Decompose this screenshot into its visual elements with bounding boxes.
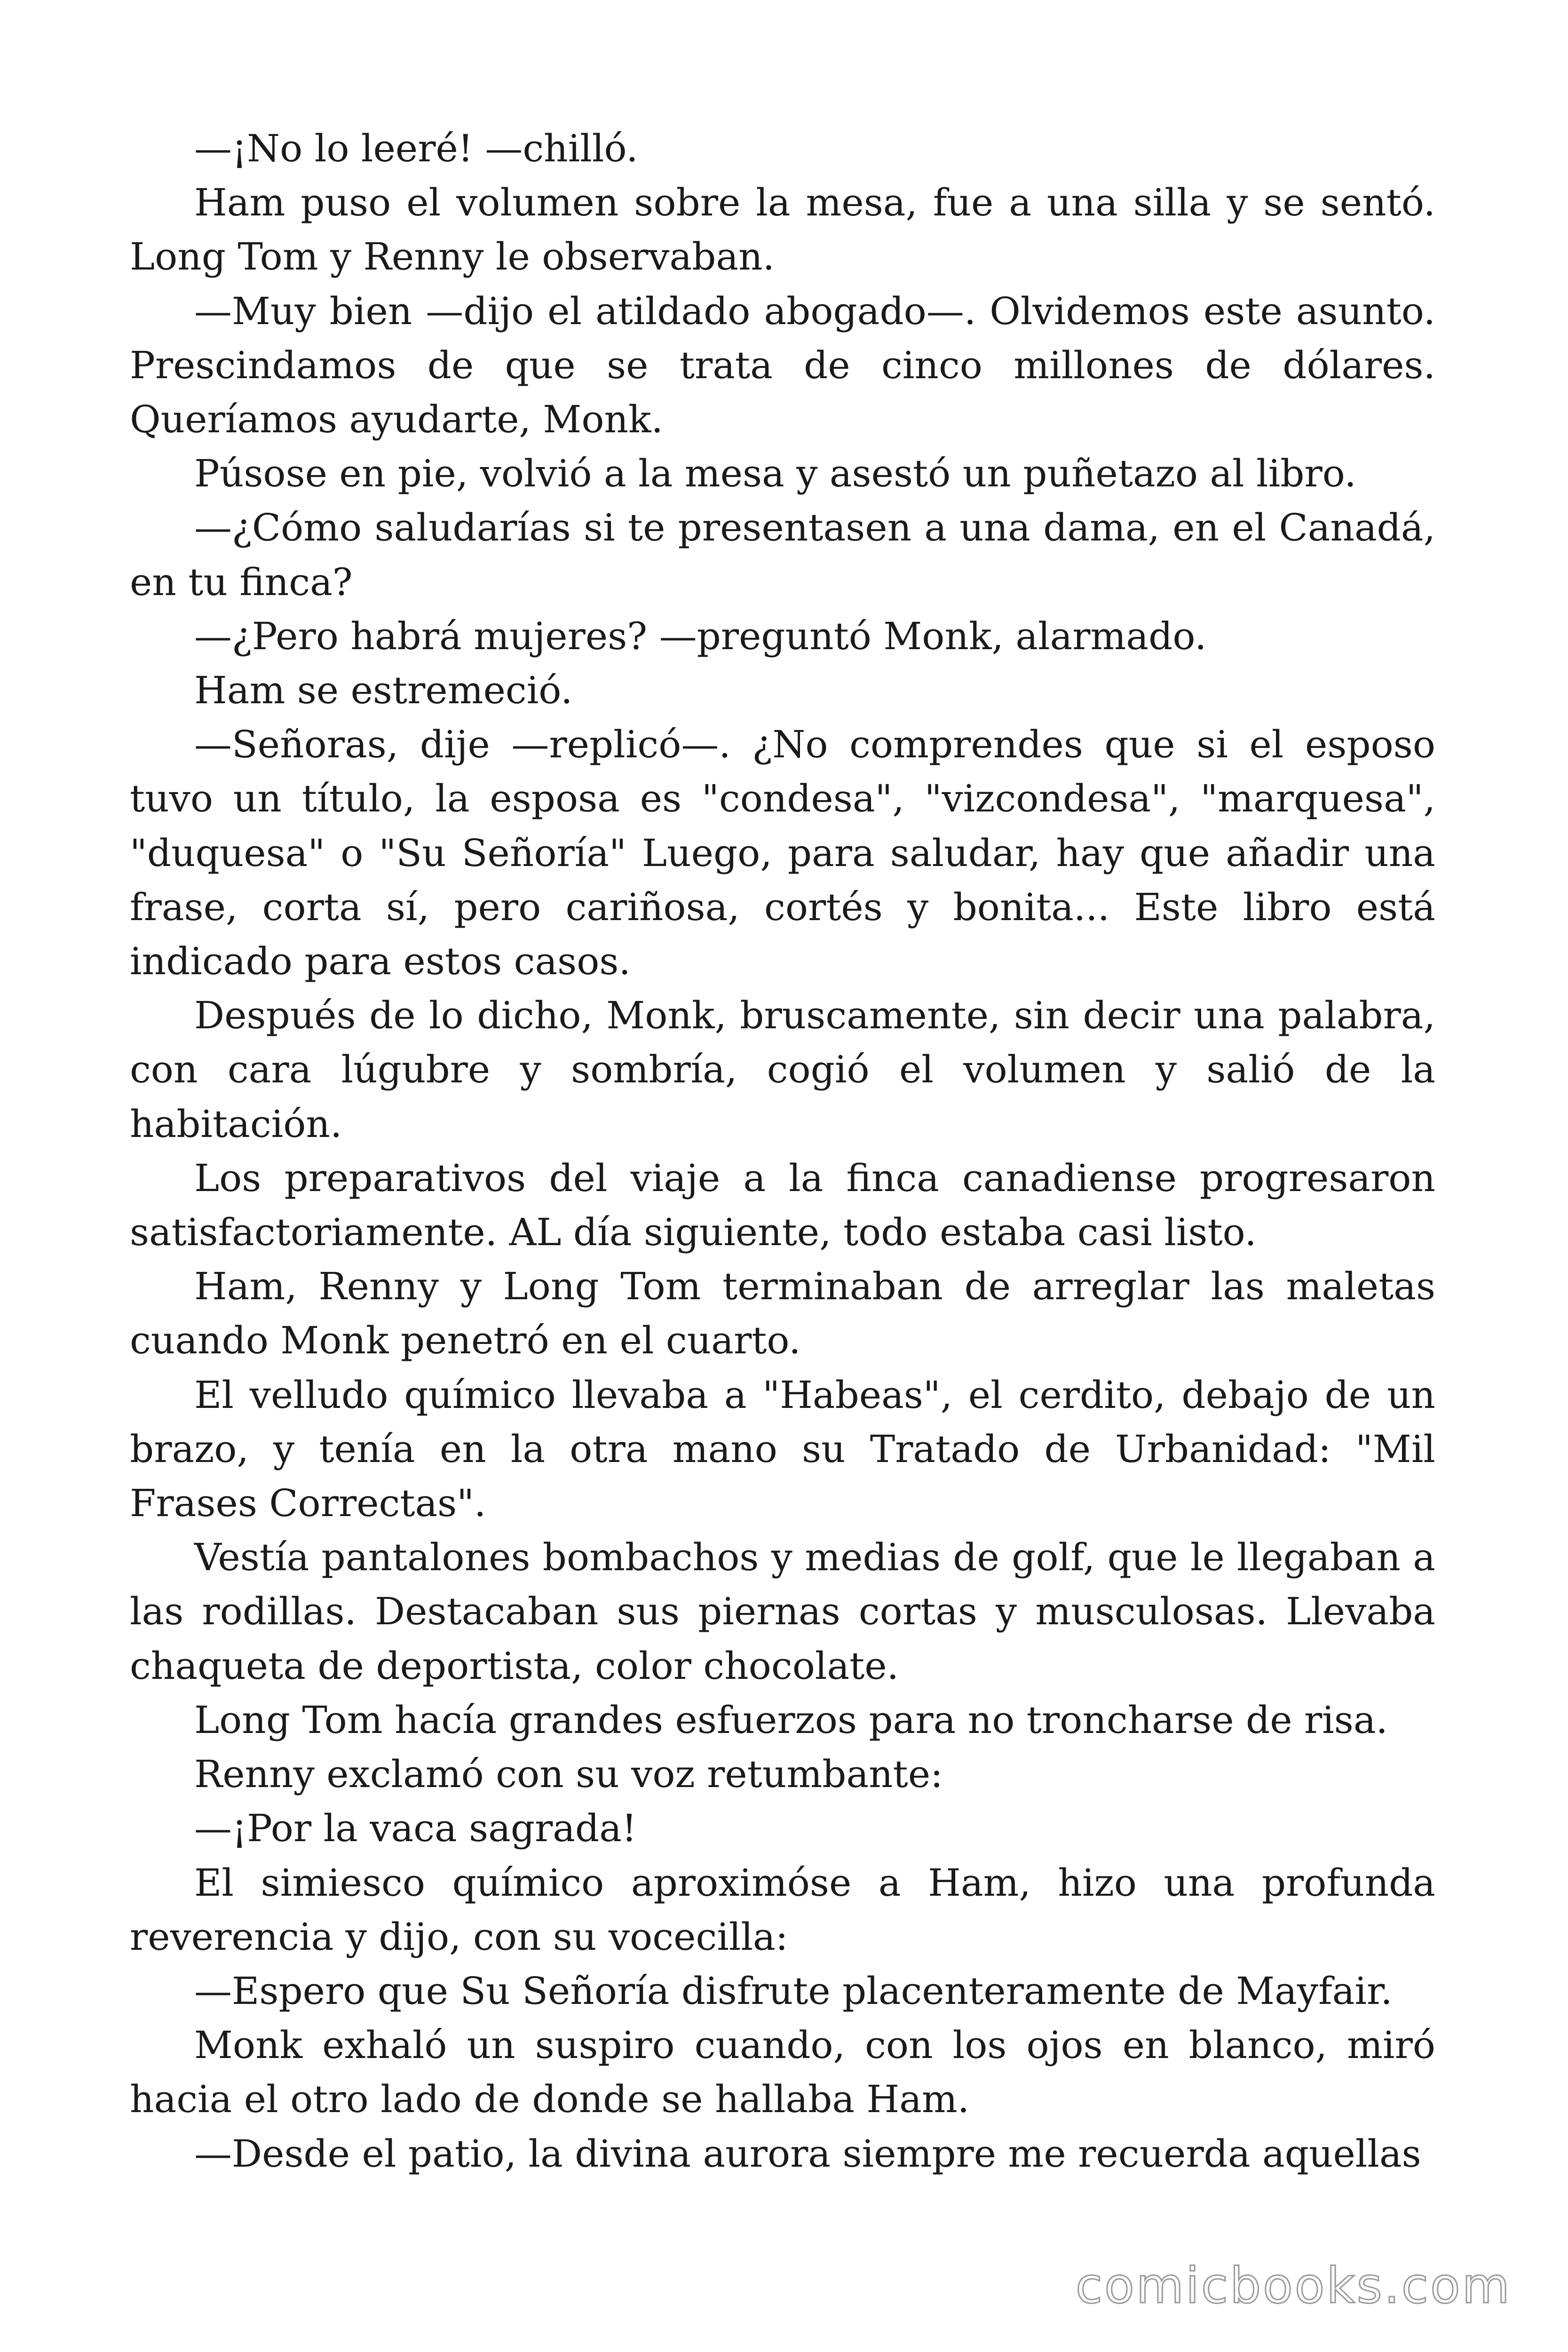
paragraph: Vestía pantalones bombachos y medias de golf, que le llegaban a las rodillas. Destacaban sus piernas cortas y musculosas. Llevaba chaqueta de deportista, color chocolate. (130, 1535, 1435, 1688)
watermark: comicbooks.com (1075, 2257, 1512, 2314)
paragraph: —Desde el patio, la divina aurora siempre me recuerda aquellas (194, 2131, 1421, 2176)
paragraph: Después de lo dicho, Monk, bruscamente, sin decir una palabra, con cara lúgubre y sombría, cogió el volumen y salió de la habitación. (130, 993, 1435, 1146)
paragraph: —Muy bien —dijo el atildado abogado—. Olvidemos este asunto. Prescindamos de que se trata de cinco millones de dólares. Queríamos ayudarte, Monk. (130, 289, 1435, 442)
paragraph: Púsose en pie, volvió a la mesa y asestó un puñetazo al libro. (194, 452, 1356, 496)
paragraph: Ham se estremeció. (194, 668, 573, 713)
paragraph: —¡No lo leeré! —chilló. (194, 127, 638, 170)
paragraph: Los preparativos del viaje a la finca canadiense progresaron satisfactoriamente. AL día siguiente, todo estaba casi listo. (130, 1156, 1435, 1255)
paragraph: Ham, Renny y Long Tom terminaban de arreglar las maletas cuando Monk penetró en el cuarto. (130, 1264, 1435, 1363)
paragraph: El velludo químico llevaba a "Habeas", el cerdito, debajo de un brazo, y tenía en la otra mano su Tratado de Urbanidad: "Mil Frases Correctas". (130, 1373, 1435, 1526)
paragraph: Ham puso el volumen sobre la mesa, fue a una silla y se sentó. Long Tom y Renny le observaban. (130, 181, 1435, 279)
paragraph: —¿Cómo saludarías si te presentasen a una dama, en el Canadá, en tu finca? (130, 506, 1435, 604)
paragraph: —Señoras, dije —replicó—. ¿No comprendes que si el esposo tuvo un título, la esposa es "condesa", "vizcondesa", "marquesa", "duquesa" o "Su Señoría" Luego, para saludar, hay que añadir una frase, corta sí, pero cariñosa, cortés y bonita... Este libro está indicado para estos casos. (130, 723, 1435, 984)
paragraph: El simiesco químico aproximóse a Ham, hizo una profunda reverencia y dijo, con su vocecilla: (130, 1860, 1435, 1959)
paragraph: Monk exhaló un suspiro cuando, con los ojos en blanco, miró hacia el otro lado de donde se hallaba Ham. (130, 2023, 1435, 2122)
paragraph: Renny exclamó con su voz retumbante: (194, 1752, 943, 1796)
paragraph: Long Tom hacía grandes esfuerzos para no troncharse de risa. (194, 1698, 1388, 1742)
paragraph: —¡Por la vaca sagrada! (194, 1806, 637, 1851)
paragraph: —¿Pero habrá mujeres? —preguntó Monk, alarmado. (194, 614, 1207, 658)
paragraph: —Espero que Su Señoría disfrute placenteramente de Mayfair. (194, 1969, 1393, 2013)
body-text (130, 121, 1435, 2181)
